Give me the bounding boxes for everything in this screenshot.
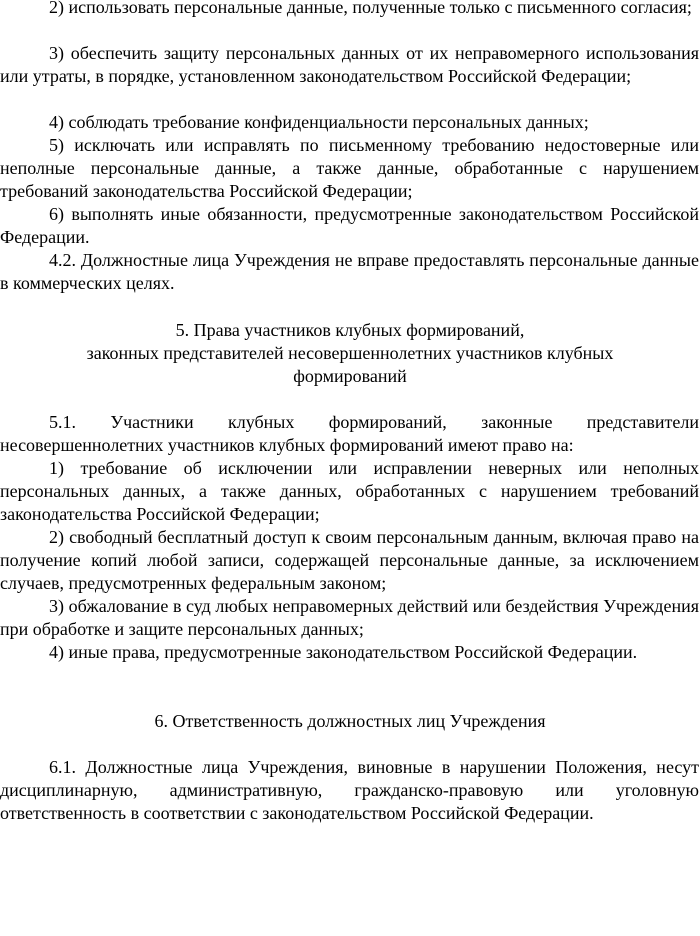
- paragraph-item-6: 6) выполнять иные обязанности, предусмотренные законодательством Российской Федерации.: [0, 204, 699, 247]
- paragraph-4-2: 4.2. Должностные лица Учреждения не вправе предоставлять персональные данные в коммерческих целях.: [0, 250, 699, 293]
- paragraph-5-1-item-4: 4) иные права, предусмотренные законодательством Российской Федерации.: [49, 642, 638, 662]
- section-5-heading-line-2: законных представителей несовершеннолетних участников клубных: [86, 343, 614, 363]
- section-5-heading: [0, 319, 700, 388]
- paragraph-5-1-item-3: 3) обжалование в суд любых неправомерных действий или бездействия Учреждения при обработке и защите персональных данных;: [0, 596, 699, 639]
- paragraph-item-3: 3) обеспечить защиту персональных данных от их неправомерного использования или утраты, в порядке, установленном законодательством Российской Федерации;: [0, 43, 699, 86]
- paragraph-6-1: 6.1. Должностные лица Учреждения, виновные в нарушении Положения, несут дисциплинарную, административную, гражданско-правовую или уголовную ответственность в соответствии с законодательством Российской Федерации.: [0, 757, 699, 823]
- paragraph-5-1-item-1: 1) требование об исключении или исправлении неверных или неполных персональных данных, а также данных, обработанных с нарушением требований законодательства Российской Федерации;: [0, 458, 699, 524]
- section-6-heading: 6. Ответственность должностных лиц Учреждения: [154, 711, 546, 731]
- paragraph-5-1-item-2: 2) свободный бесплатный доступ к своим персональным данным, включая право на получение копий любой записи, содержащей персональные данные, за исключением случаев, предусмотренных федеральным законом;: [0, 527, 699, 593]
- paragraph-item-4: 4) соблюдать требование конфиденциальности персональных данных;: [49, 112, 589, 132]
- paragraph-item-5: 5) исключать или исправлять по письменному требованию недостоверные или неполные персональные данные, а также данные, обработанные с нарушением требований законодательства Российской Федерации;: [0, 135, 699, 201]
- paragraph-5-1: 5.1. Участники клубных формирований, законные представители несовершеннолетних участников клубных формирований имеют право на:: [0, 412, 699, 455]
- section-5-heading-line-1: 5. Права участников клубных формирований,: [175, 320, 525, 340]
- section-5-heading-line-3: формирований: [293, 366, 407, 386]
- paragraph-item-2: 2) использовать персональные данные, полученные только с письменного согласия;: [49, 0, 692, 17]
